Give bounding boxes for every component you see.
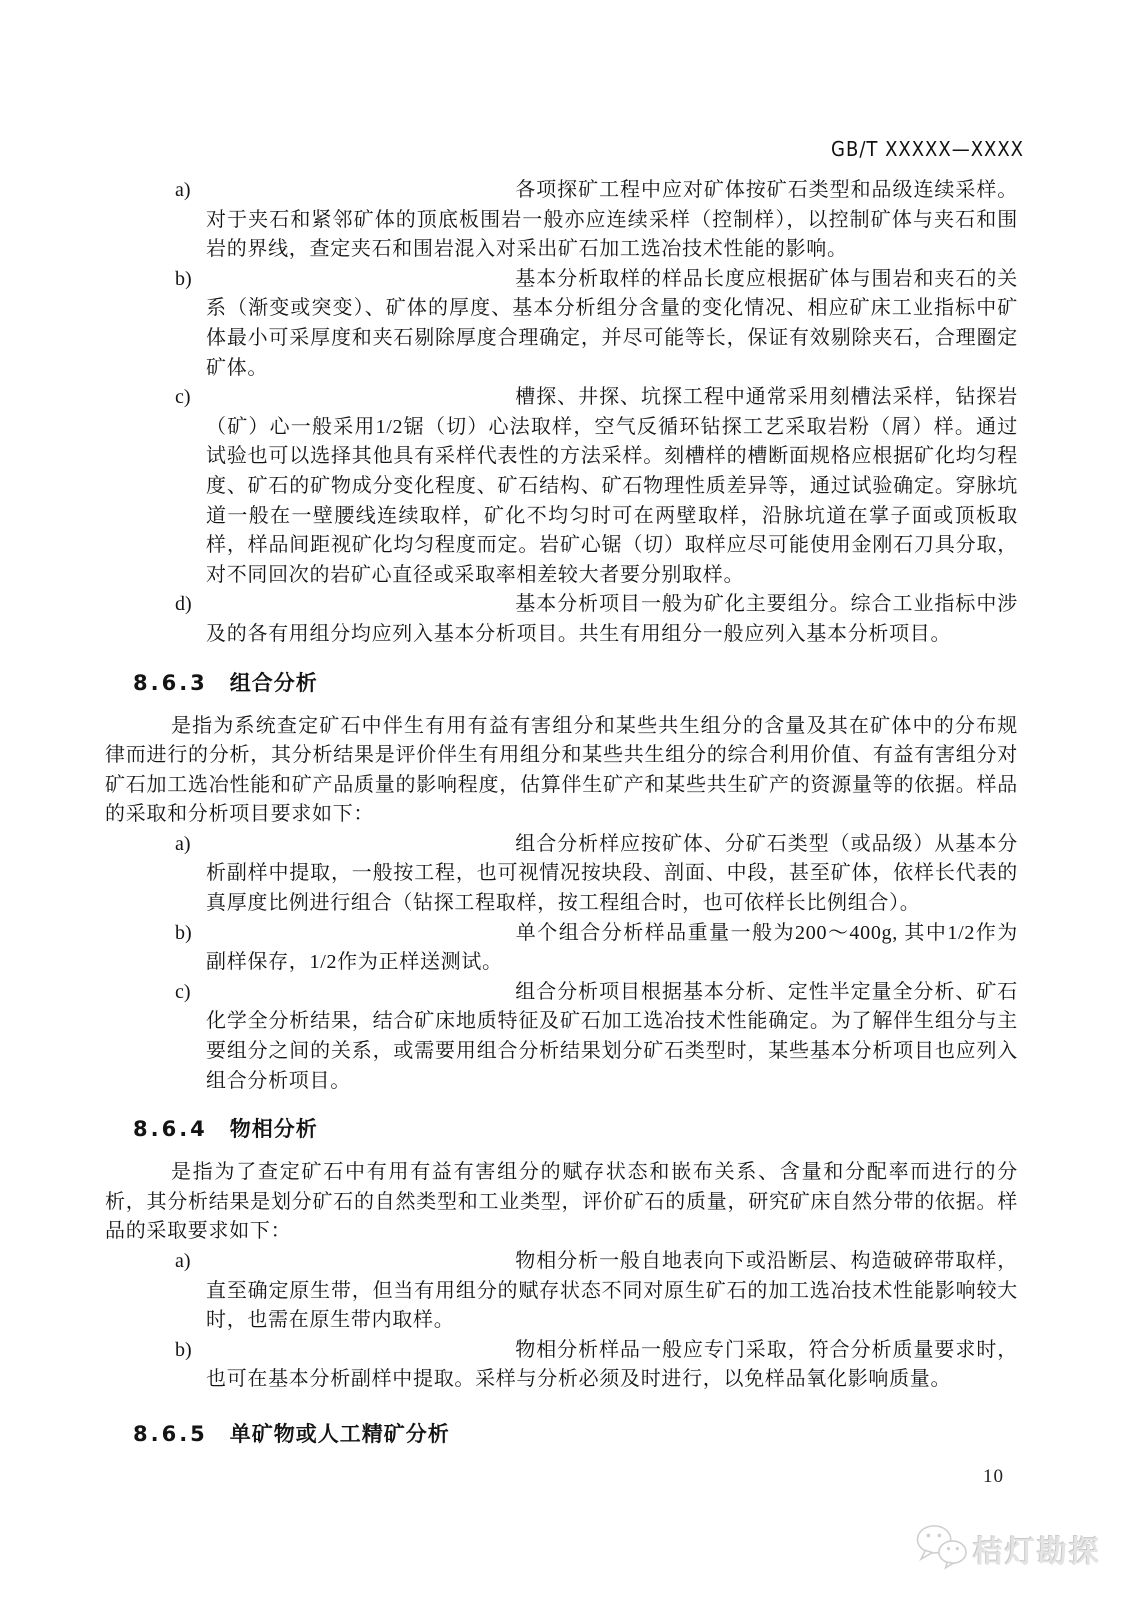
- list-item-text: 物相分析样品一般应专门采取，符合分析质量要求时，也可在基本分析副样中提取。采样与分析必须及时进行，以免样品氧化影响质量。: [206, 1338, 1018, 1391]
- list-item-label: c): [175, 386, 191, 409]
- list-item-text: 基本分析取样的样品长度应根据矿体与围岩和夹石的关系（渐变或突变）、矿体的厚度、基本分析组分含量的变化情况、相应矿床工业指标中矿体最小可采厚度和夹石剔除厚度合理确定，并尽可能等长，保证有效剔除夹石，合理圈定矿体。: [206, 267, 1018, 379]
- list-8-6-4: [105, 1247, 1018, 1395]
- first-line-gap: [206, 195, 515, 196]
- section-number: 8.6.3: [133, 670, 208, 695]
- section-number: 8.6.4: [133, 1117, 208, 1142]
- watermark-text: 桔灯勘探: [973, 1534, 1101, 1570]
- first-line-gap: [206, 849, 515, 850]
- list-item: [105, 830, 1018, 919]
- standard-number-header: GB/T XXXXX—XXXX: [831, 137, 1024, 161]
- list-item-text: 基本分析项目一般为矿化主要组分。综合工业指标中涉及的各有用组分均应列入基本分析项目。共生有用组分一般应列入基本分析项目。: [206, 593, 1018, 645]
- list-item: [105, 978, 1018, 1096]
- list-item-label: a): [175, 179, 191, 201]
- list-8-6-3: [105, 830, 1018, 1096]
- section-intro-paragraph: 是指为了查定矿石中有用有益有害组分的赋存状态和嵌布关系、含量和分配率而进行的分析，其分析结果是划分矿石的自然类型和工业类型，评价矿石的质量，研究矿床自然分带的依据。样品的采取要求如下：: [105, 1161, 1018, 1243]
- list-item: [105, 919, 1018, 978]
- list-item-label: a): [175, 832, 191, 855]
- first-line-gap: [206, 938, 515, 939]
- section-heading-8-6-4: [133, 1114, 1018, 1144]
- list-item: [105, 383, 1018, 590]
- section-title: 单矿物或人工精矿分析: [229, 1421, 450, 1446]
- first-line-gap: [206, 997, 515, 998]
- list-item-text: 组合分析样应按矿体、分矿石类型（或品级）从基本分析副样中提取，一般按工程，也可视情况按块段、剖面、中段，甚至矿体，依样长代表的真厚度比例进行组合（钻探工程取样，按工程组合时，也可依样长比例组合）。: [206, 832, 1018, 915]
- list-item-text: 各项探矿工程中应对矿体按矿石类型和品级连续采样。对于夹石和紧邻矿体的顶底板围岩一般亦应连续采样（控制样），以控制矿体与夹石和围岩的界线，查定夹石和围岩混入对采出矿石加工选冶技术性能的影响。: [206, 179, 1018, 261]
- section-title: 组合分析: [229, 670, 318, 695]
- first-line-gap: [206, 402, 515, 403]
- first-line-gap: [206, 609, 515, 610]
- document-body: [105, 176, 1018, 1463]
- list-item-text: 单个组合分析样品重量一般为200～400g, 其中1/2作为副样保存，1/2作为正样送测试。: [206, 921, 1018, 974]
- list-item-label: a): [175, 1250, 191, 1272]
- list-continuation: [105, 176, 1018, 650]
- section-intro-paragraph: 是指为系统查定矿石中伴生有用有益有害组分和某些共生组分的含量及其在矿体中的分布规律而进行的分析，其分析结果是评价伴生有用组分和某些共生组分的综合利用价值、有益有害组分对矿石加工选冶性能和矿产品质量的影响程度，估算伴生矿产和某些共生矿产的资源量等的依据。样品的采取和分析项目要求如下：: [105, 714, 1018, 826]
- list-item-label: b): [175, 267, 192, 290]
- first-line-gap: [206, 1266, 515, 1267]
- list-item: [105, 1247, 1018, 1336]
- list-item-label: d): [175, 593, 192, 616]
- section-heading-8-6-5: [133, 1419, 1018, 1449]
- first-line-gap: [206, 1355, 515, 1356]
- list-item-text: 物相分析一般自地表向下或沿断层、构造破碎带取样，直至确定原生带，但当有用组分的赋存状态不同对原生矿石的加工选冶技术性能影响较大时，也需在原生带内取样。: [206, 1250, 1018, 1332]
- list-item-text: 组合分析项目根据基本分析、定性半定量全分析、矿石化学全分析结果，结合矿床地质特征及矿石加工选冶技术性能确定。为了解伴生组分与主要组分之间的关系，或需要用组合分析结果划分矿石类型时，某些基本分析项目也应列入组合分析项目。: [206, 980, 1018, 1092]
- section-heading-8-6-3: [133, 668, 1018, 698]
- section-number: 8.6.5: [133, 1421, 208, 1446]
- first-line-gap: [206, 284, 515, 285]
- list-item: [105, 176, 1018, 265]
- list-item: [105, 265, 1018, 383]
- list-item: [105, 590, 1018, 649]
- watermark: [914, 1522, 1101, 1575]
- wechat-icon: [914, 1522, 970, 1575]
- section-title: 物相分析: [229, 1117, 318, 1142]
- list-item-label: c): [175, 980, 191, 1003]
- list-item: [105, 1336, 1018, 1395]
- list-item-label: b): [175, 1338, 192, 1361]
- page-number: 10: [983, 1466, 1004, 1487]
- list-item-text: 槽探、井探、坑探工程中通常采用刻槽法采样，钻探岩（矿）心一般采用1/2锯（切）心法取样，空气反循环钻探工艺采取岩粉（屑）样。通过试验也可以选择其他具有采样代表性的方法采样。刻槽样的槽断面规格应根据矿化均匀程度、矿石的矿物成分变化程度、矿石结构、矿石物理性质差异等，通过试验确定。穿脉坑道一般在一壁腰线连续取样，矿化不均匀时可在两壁取样，沿脉坑道在掌子面或顶板取样，样品间距视矿化均匀程度而定。岩矿心锯（切）取样应尽可能使用金刚石刀具分取，对不同回次的岩矿心直径或采取率相差较大者要分别取样。: [206, 386, 1018, 586]
- list-item-label: b): [175, 921, 192, 944]
